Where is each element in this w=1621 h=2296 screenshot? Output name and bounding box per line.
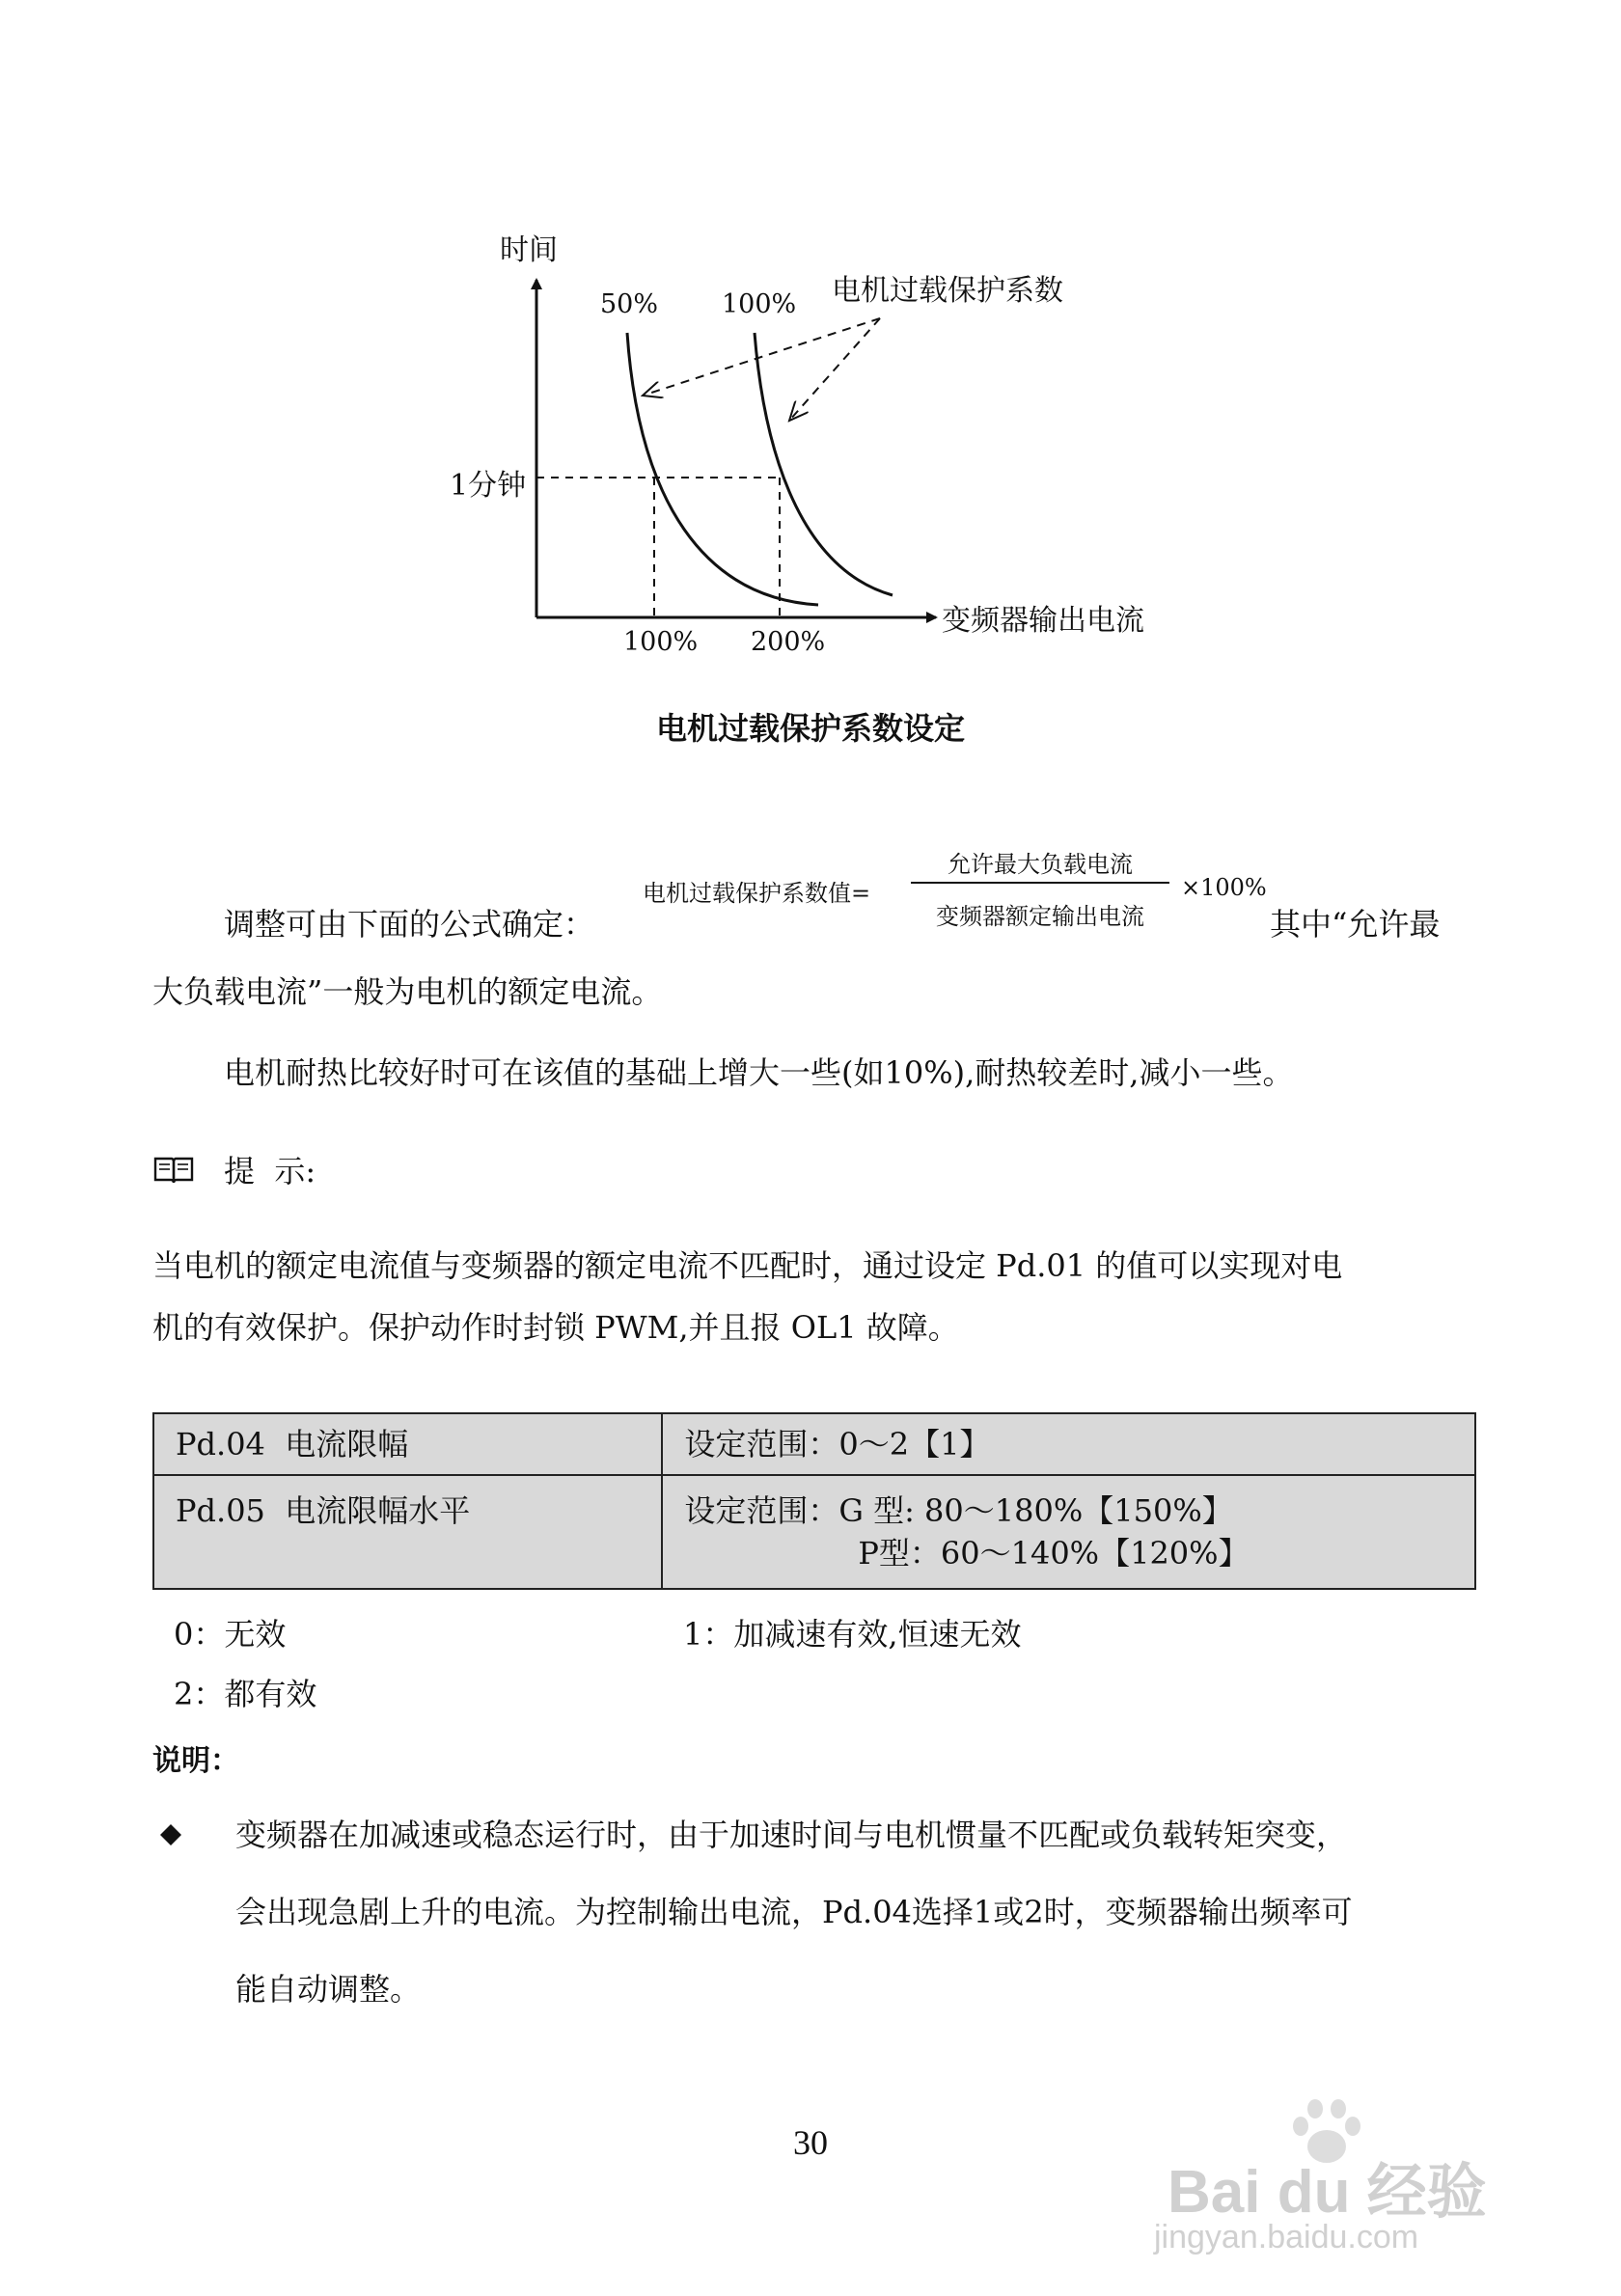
bullet-line1: 变频器在加减速或稳态运行时，由于加速时间与电机惯量不匹配或负载转矩突变， [235, 1817, 1348, 1853]
para1-line2: 大负载电流”一般为电机的额定电流。 [152, 973, 663, 1010]
range-text: 设定范围：0～2【1】 [684, 1426, 991, 1462]
y-axis-label: 时间 [500, 233, 558, 267]
y-mark-label: 1分钟 [450, 469, 527, 503]
tip-line2: 机的有效保护。保护动作时封锁 PWM,并且报 OL1 故障。 [152, 1309, 959, 1346]
option-1: 1：加减速有效,恒速无效 [683, 1616, 1022, 1653]
option-0: 0：无效 [174, 1616, 287, 1653]
book-icon [152, 1154, 195, 1190]
formula-denominator: 变频器额定输出电流 [936, 903, 1144, 930]
formula-numerator: 允许最大负载电流 [948, 851, 1133, 878]
x-mark-100: 100% [623, 627, 699, 657]
curve-label-100: 100% [722, 289, 797, 319]
param-table [152, 1412, 1476, 1590]
param-cell [153, 1413, 662, 1475]
option-2: 2：都有效 [174, 1676, 317, 1712]
table-row [153, 1413, 1475, 1475]
param-cell [153, 1475, 662, 1589]
para1-line1-end: 其中“允许最 [1270, 906, 1441, 943]
formula-multiplier: ×100% [1181, 874, 1267, 901]
diamond-bullet-icon [159, 1823, 182, 1850]
range-cell [662, 1413, 1475, 1475]
range-text-p: P型：60～140%【120%】 [858, 1535, 1250, 1572]
fraction-bar [911, 882, 1169, 884]
x-mark-200: 200% [751, 627, 826, 657]
range-text: 设定范围：G 型: 80～180%【150%】 [684, 1492, 1233, 1529]
tip-label: 提 示: [224, 1153, 316, 1189]
page-number: 30 [793, 2123, 828, 2162]
param-name: Pd.05 电流限幅水平 [176, 1492, 471, 1529]
x-axis-label: 变频器输出电流 [942, 604, 1144, 638]
range-cell [662, 1475, 1475, 1589]
para1-line1-start: 调整可由下面的公式确定： [224, 906, 595, 943]
chart-caption: 电机过载保护系数设定 [655, 710, 965, 747]
curve-50 [627, 333, 818, 605]
para2: 电机耐热比较好时可在该值的基础上增大一些(如10%),耐热较差时,减小一些。 [224, 1054, 1294, 1091]
table-row [153, 1475, 1475, 1589]
curve-label-50: 50% [600, 289, 659, 319]
formula-lhs: 电机过载保护系数值= [643, 880, 871, 907]
watermark-brand: Bai du 经验 [1168, 2159, 1487, 2226]
notes-title: 说明： [152, 1744, 239, 1778]
bullet-line3: 能自动调整。 [235, 1971, 422, 2008]
tip-line1: 当电机的额定电流值与变频器的额定电流不匹配时，通过设定 Pd.01 的值可以实现对电 [152, 1247, 1343, 1284]
annotation-label: 电机过载保护系数 [832, 274, 1063, 308]
bullet-line2: 会出现急剧上升的电流。为控制输出电流，Pd.04选择1或2时，变频器输出频率可 [235, 1894, 1353, 1930]
chart-graphics [0, 0, 1621, 675]
watermark-url: jingyan.baidu.com [1154, 2219, 1419, 2255]
curve-100 [755, 333, 893, 595]
param-name: Pd.04 电流限幅 [176, 1426, 409, 1462]
